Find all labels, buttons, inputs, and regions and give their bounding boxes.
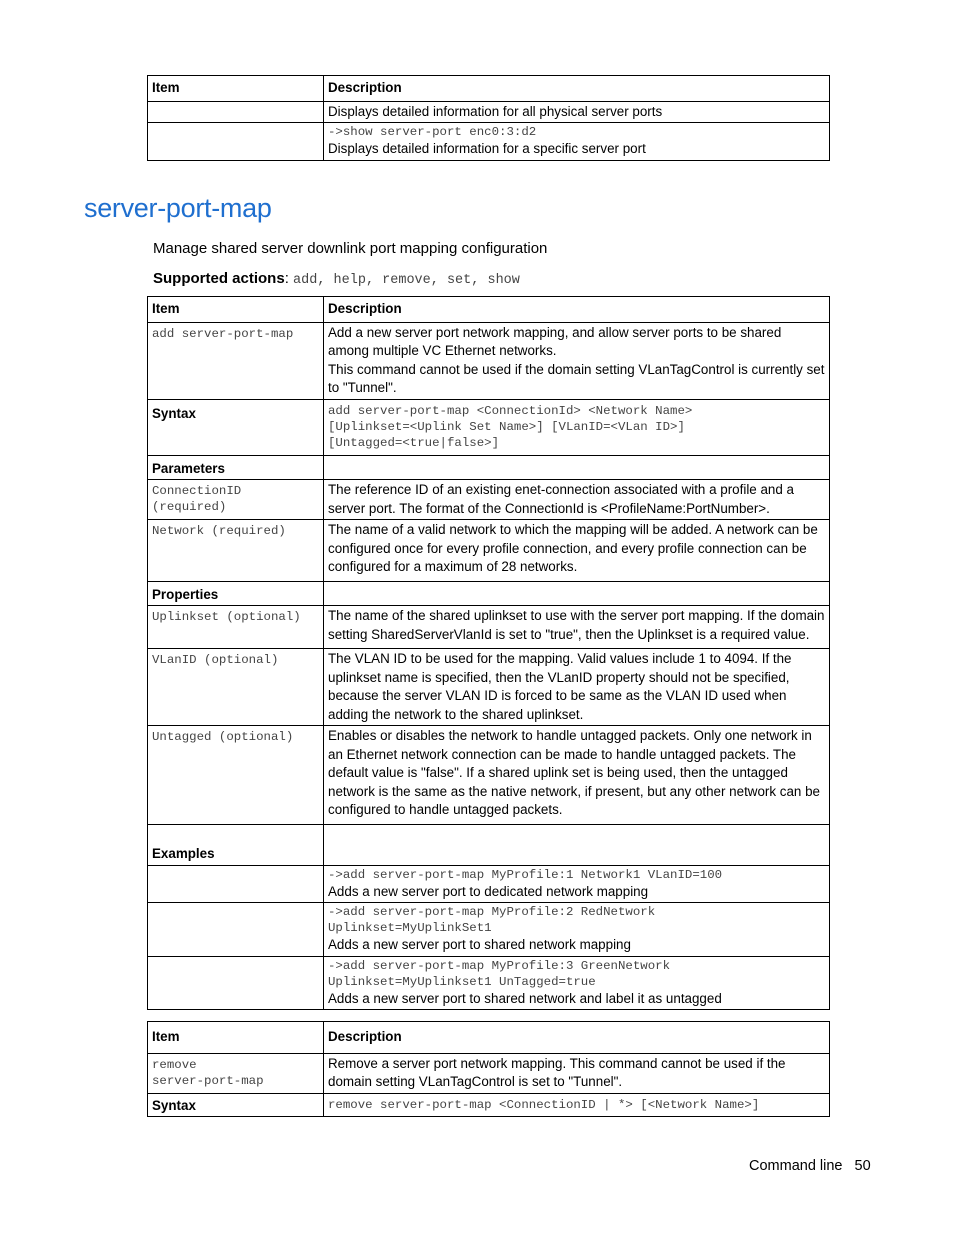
example-command: ->show server-port enc0:3:d2 (328, 125, 537, 139)
description-header: Description (324, 297, 830, 323)
example-command: ->add server-port-map MyProfile:3 GreenNetwork Uplinkset=MyUplinkset1 UnTagged=true (328, 958, 671, 989)
item-header: Item (148, 1022, 324, 1054)
example-description: Adds a new server port to shared network mapping (328, 937, 631, 952)
property-name: Uplinkset (optional) (152, 610, 301, 624)
footer-section: Command line (749, 1158, 843, 1174)
property-name-cell (148, 726, 324, 825)
parameter-name-cell (148, 520, 324, 582)
table-row (148, 726, 830, 825)
description-cell (324, 322, 830, 399)
syntax-cell (324, 1093, 830, 1117)
table-row (148, 1093, 830, 1117)
example-description: Displays detailed information for a specific server port (328, 141, 646, 156)
empty-cell (148, 865, 324, 903)
add-server-port-map-table (147, 296, 830, 1010)
item-cell (148, 101, 324, 123)
table-row (148, 581, 830, 606)
command-description: Add a new server port network mapping, and allow server ports to be shared among multiple VC Ethernet networks. (328, 324, 782, 358)
table-row (148, 123, 830, 161)
example-cell (324, 903, 830, 957)
properties-label: Properties (148, 581, 324, 606)
page-number: 50 (854, 1158, 871, 1174)
command-cell (148, 1053, 324, 1093)
parameters-label: Parameters (148, 455, 324, 480)
remove-server-port-map-table (147, 1021, 830, 1117)
table-row (148, 903, 830, 957)
example-command: ->add server-port-map MyProfile:2 RedNetwork Uplinkset=MyUplinkSet1 (328, 905, 656, 935)
description-cell (324, 123, 830, 161)
command-name: remove server-port-map (152, 1057, 264, 1088)
description-header: Description (324, 76, 830, 102)
supported-actions: Supported actions: add, help, remove, set, show (153, 270, 520, 288)
example-cell (324, 865, 830, 903)
supported-actions-list: add, help, remove, set, show (293, 273, 520, 288)
empty-cell (324, 824, 830, 865)
command-description: Remove a server port network mapping. This command cannot be used if the domain setting VLanTagControl is set to "Tunnel". (324, 1053, 830, 1093)
property-description: The name of the shared uplinkset to use with the server port mapping. If the domain setting SharedServerVlanId is set to "true", then the Uplinkset is a required value. (324, 606, 830, 649)
syntax-label: Syntax (148, 1093, 324, 1117)
description-cell: Displays detailed information for all physical server ports (324, 101, 830, 123)
item-header: Item (148, 297, 324, 323)
parameter-name-cell (148, 480, 324, 520)
parameter-name: ConnectionID (required) (152, 484, 242, 514)
property-description: Enables or disables the network to handle untagged packets. Only one network in an Ethernet network connection can be made to handle untagged packets. The default value is "false". If a shared uplink set is being used, then the untagged network is the same as the native network, if present, but any other network can be configured to handle untagged packets. (324, 726, 830, 825)
parameter-description: The name of a valid network to which the mapping will be added. A network can be configured once for every profile connection, and every profile connection can be configured for a maximum of 28 networks. (324, 520, 830, 582)
property-name: VLanID (optional) (152, 653, 279, 667)
table-row (148, 865, 830, 903)
table-row (148, 824, 830, 865)
item-header: Item (148, 76, 324, 102)
examples-label: Examples (148, 824, 324, 865)
empty-cell (324, 455, 830, 480)
command-cell (148, 322, 324, 399)
description-header: Description (324, 1022, 830, 1054)
item-cell (148, 123, 324, 161)
property-name-cell (148, 606, 324, 649)
parameter-name: Network (required) (152, 524, 286, 538)
table-row (148, 649, 830, 726)
empty-cell (148, 903, 324, 957)
syntax-cell (324, 399, 830, 455)
example-description: Adds a new server port to shared network and label it as untagged (328, 990, 722, 1006)
show-server-port-table (147, 75, 830, 161)
example-description: Adds a new server port to dedicated network mapping (328, 883, 649, 899)
syntax-label: Syntax (148, 399, 324, 455)
table-row (148, 1053, 830, 1093)
section-intro: Manage shared server downlink port mapping configuration (153, 240, 548, 257)
empty-cell (324, 581, 830, 606)
syntax-text: add server-port-map <ConnectionId> <Network Name> [Uplinkset=<Uplink Set Name>] [VLanID=<VLan ID>] [Untagged=<true|false>] (328, 403, 693, 450)
table-header-row (148, 1022, 830, 1054)
example-command: ->add server-port-map MyProfile:1 Network1 VLanID=100 (328, 867, 723, 882)
property-name: Untagged (optional) (152, 730, 294, 744)
command-note: This command cannot be used if the domain setting VLanTagControl is currently set to "Tunnel". (328, 361, 825, 395)
table-row (148, 455, 830, 480)
property-name-cell (148, 649, 324, 726)
table-row (148, 606, 830, 649)
table-row (148, 480, 830, 520)
table-row (148, 956, 830, 1010)
table-header-row (148, 297, 830, 323)
parameter-description: The reference ID of an existing enet-connection associated with a profile and a server port. The format of the ConnectionId is <ProfileName:PortNumber>. (324, 480, 830, 520)
property-description: The VLAN ID to be used for the mapping. Valid values include 1 to 4094. If the uplinkset name is specified, then the VLanID property should not be specified, because the server VLAN ID is forced to be same as the VLAN ID used when adding the network to the shared uplinkset. (324, 649, 830, 726)
table-row (148, 322, 830, 399)
table-row (148, 101, 830, 123)
table-row (148, 399, 830, 455)
command-name: add server-port-map (152, 326, 294, 341)
supported-actions-label: Supported actions (153, 270, 285, 287)
empty-cell (148, 956, 324, 1010)
section-title: server-port-map (84, 193, 272, 223)
example-cell (324, 956, 830, 1010)
syntax-text: remove server-port-map <ConnectionID | *> [<Network Name>] (328, 1097, 760, 1112)
table-row (148, 520, 830, 582)
table-header-row (148, 76, 830, 102)
page-footer (749, 1158, 871, 1174)
